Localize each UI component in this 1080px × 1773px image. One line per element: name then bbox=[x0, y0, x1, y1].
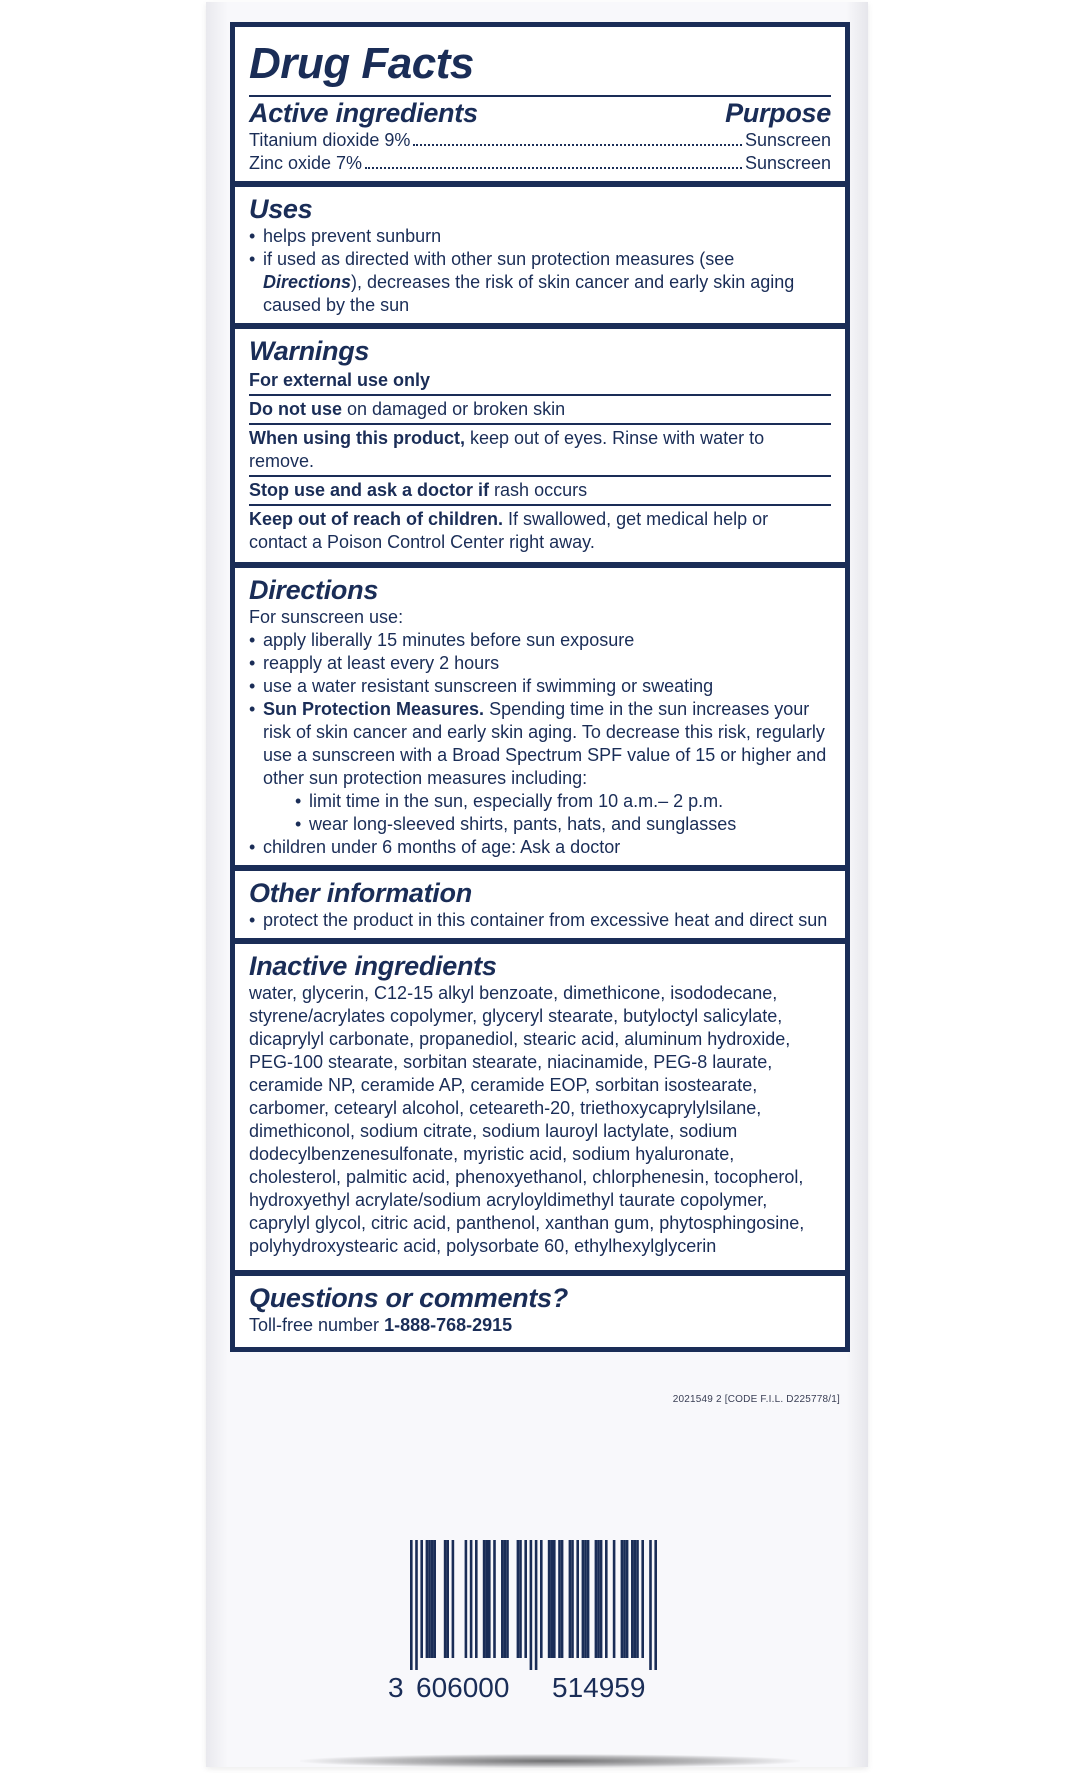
leader-dots bbox=[365, 167, 742, 169]
other-information-list bbox=[249, 909, 831, 932]
barcode-bar bbox=[613, 1540, 616, 1658]
warning-when-using bbox=[249, 425, 831, 477]
list-item: • apply liberally 15 minutes before sun exposure bbox=[249, 629, 831, 652]
barcode-bar bbox=[558, 1540, 561, 1658]
barcode-bar bbox=[571, 1540, 574, 1658]
barcode-bar bbox=[428, 1540, 431, 1658]
uses-section bbox=[235, 181, 845, 323]
sun-protection-text: Spending time in the sun increases your risk of skin cancer and early skin aging. To decrease this risk, regularly use a sunscreen with a Broad Spectrum SPF value of 15 or higher and other sun protection measures including: bbox=[263, 699, 827, 788]
drug-facts-panel bbox=[230, 22, 850, 1352]
barcode-bar bbox=[501, 1540, 504, 1658]
barcode-bar bbox=[488, 1540, 491, 1658]
sun-protection-label: Sun Protection Measures. bbox=[263, 699, 485, 719]
warning-text: on damaged or broken skin bbox=[342, 399, 566, 419]
list-item: • children under 6 months of age: Ask a doctor bbox=[249, 836, 831, 859]
warning-label: Stop use and ask a doctor if bbox=[249, 480, 490, 500]
directions-section bbox=[235, 562, 845, 865]
barcode-bar bbox=[524, 1540, 527, 1658]
other-information-heading: Other information bbox=[249, 878, 472, 908]
barcode-bar bbox=[548, 1540, 551, 1658]
warning-do-not-use bbox=[249, 396, 831, 425]
barcode-bar bbox=[452, 1540, 455, 1658]
barcode-bar bbox=[426, 1540, 429, 1658]
warning-label: Do not use bbox=[249, 399, 342, 419]
barcode-bar bbox=[649, 1540, 652, 1670]
warnings-section bbox=[235, 323, 845, 562]
barcode-bar bbox=[540, 1540, 543, 1658]
uses-heading: Uses bbox=[249, 194, 313, 224]
barcode-bar bbox=[576, 1540, 579, 1658]
barcode-bar bbox=[483, 1540, 486, 1658]
barcode-bar bbox=[654, 1540, 657, 1670]
uses-text: ), decreases the risk of skin cancer and early skin aging caused by the sun bbox=[263, 272, 795, 315]
active-ingredients-section bbox=[235, 27, 845, 181]
barcode-right-digits: 514959 bbox=[552, 1672, 646, 1703]
warning-text: rash occurs bbox=[489, 480, 588, 500]
questions-section bbox=[235, 1270, 845, 1347]
warning-label: When using this product, bbox=[249, 428, 465, 448]
barcode-bar bbox=[595, 1540, 598, 1658]
barcode-bar bbox=[582, 1540, 585, 1658]
barcode-bars bbox=[380, 1540, 700, 1670]
directions-reference: Directions bbox=[263, 272, 352, 292]
warning-label: Keep out of reach of children. bbox=[249, 509, 504, 529]
warning-stop-use bbox=[249, 477, 831, 506]
barcode-left-digits: 606000 bbox=[416, 1672, 510, 1703]
barcode-bar bbox=[634, 1540, 637, 1658]
warning-text: If swallowed, get medical help or contact a Poison Control Center right away. bbox=[249, 509, 769, 552]
warnings-heading: Warnings bbox=[249, 336, 370, 366]
barcode-bar bbox=[641, 1540, 644, 1658]
barcode bbox=[380, 1540, 700, 1703]
toll-free-line bbox=[249, 1314, 831, 1337]
inactive-ingredients-heading: Inactive ingredients bbox=[249, 951, 497, 981]
list-item: • limit time in the sun, especially from 10 a.m.– 2 p.m. bbox=[295, 790, 831, 813]
active-header-row bbox=[249, 97, 831, 129]
barcode-bar bbox=[600, 1540, 603, 1658]
barcode-bar bbox=[530, 1540, 533, 1670]
list-item bbox=[249, 698, 831, 836]
barcode-bar bbox=[550, 1540, 553, 1658]
uses-list bbox=[249, 225, 831, 317]
phone-number: 1-888-768-2915 bbox=[384, 1315, 513, 1335]
barcode-bar bbox=[420, 1540, 423, 1658]
barcode-bar bbox=[415, 1540, 418, 1670]
carton-shadow bbox=[300, 1754, 800, 1768]
barcode-bar bbox=[519, 1540, 522, 1658]
list-item: • helps prevent sunburn bbox=[249, 225, 831, 248]
list-item: • use a water resistant sunscreen if swimming or sweating bbox=[249, 675, 831, 698]
warning-external-use: For external use only bbox=[249, 367, 831, 396]
purpose-heading: Purpose bbox=[725, 98, 831, 128]
active-row bbox=[249, 152, 831, 175]
barcode-bar bbox=[410, 1540, 413, 1670]
barcode-bar bbox=[626, 1540, 629, 1658]
active-ingredient-name: Zinc oxide 7% bbox=[249, 153, 363, 173]
active-row bbox=[249, 129, 831, 152]
drug-facts-title: Drug Facts bbox=[249, 39, 474, 88]
product-code: 2021549 2 [CODE F.I.L. D225778/1] bbox=[672, 1394, 840, 1405]
barcode-bar bbox=[506, 1540, 509, 1658]
active-ingredient-purpose: Sunscreen bbox=[744, 153, 831, 173]
barcode-bar bbox=[597, 1540, 600, 1658]
list-item: • wear long-sleeved shirts, pants, hats, and sunglasses bbox=[295, 813, 831, 836]
barcode-bar bbox=[433, 1540, 436, 1658]
barcode-bar bbox=[470, 1540, 473, 1658]
list-item bbox=[249, 248, 831, 317]
leader-dots bbox=[413, 144, 742, 146]
directions-list bbox=[249, 629, 831, 859]
inactive-ingredients-section bbox=[235, 938, 845, 1270]
barcode-bar bbox=[584, 1540, 587, 1658]
barcode-bar bbox=[621, 1540, 624, 1658]
other-information-section bbox=[235, 865, 845, 938]
barcode-bar bbox=[636, 1540, 639, 1658]
active-ingredient-name: Titanium dioxide 9% bbox=[249, 130, 411, 150]
barcode-bar bbox=[623, 1540, 626, 1658]
barcode-bar bbox=[517, 1540, 520, 1658]
barcode-bar bbox=[444, 1540, 447, 1658]
barcode-bar bbox=[465, 1540, 468, 1658]
barcode-bar bbox=[493, 1540, 496, 1658]
barcode-bar bbox=[561, 1540, 564, 1658]
warning-text: keep out of eyes. Rinse with water to remove. bbox=[249, 428, 765, 471]
barcode-bar bbox=[485, 1540, 488, 1658]
list-item: • protect the product in this container from excessive heat and direct sun bbox=[249, 909, 831, 932]
questions-heading: Questions or comments? bbox=[249, 1283, 568, 1313]
sun-protection-sublist bbox=[295, 790, 831, 836]
barcode-bar bbox=[587, 1540, 590, 1658]
barcode-bar bbox=[475, 1540, 478, 1658]
list-item: • reapply at least every 2 hours bbox=[249, 652, 831, 675]
directions-intro: For sunscreen use: bbox=[249, 607, 404, 627]
barcode-bar bbox=[605, 1540, 608, 1658]
warning-keep-out bbox=[249, 506, 831, 556]
directions-heading: Directions bbox=[249, 575, 379, 605]
barcode-bar bbox=[446, 1540, 449, 1658]
toll-free-label: Toll-free number bbox=[249, 1315, 385, 1335]
barcode-bar bbox=[504, 1540, 507, 1658]
inactive-ingredients-text: water, glycerin, C12-15 alkyl benzoate, dimethicone, isododecane, styrene/acrylates copolymer, glyceryl stearate, butyloctyl salicylate, dicaprylyl carbonate, propanediol, stearic acid, aluminum hydroxide, PEG-100 stearate, sorbitan stearate, niacinamide, PEG-8 laurate, ceramide NP, ceramide AP, ceramide EOP, sorbitan isostearate, carbomer, cetearyl alcohol, ceteareth-20, triethoxycaprylylsilane, dimethiconol, sodium citrate, sodium lauroyl lactylate, sodium dodecylbenzenesulfonate, myristic acid, sodium hyaluronate, cholesterol, palmitic acid, phenoxyethanol, chlorphenesin, tocopherol, hydroxyethyl acrylate/sodium acryloyldimethyl taurate copolymer, caprylyl glycol, citric acid, panthenol, xanthan gum, phytosphingosine, polyhydroxystearic acid, polysorbate 60, ethylhexylglycerin bbox=[249, 983, 805, 1256]
uses-text: if used as directed with other sun protection measures (see bbox=[263, 249, 735, 269]
barcode-bar bbox=[631, 1540, 634, 1658]
barcode-bar bbox=[553, 1540, 556, 1658]
barcode-bar bbox=[535, 1540, 538, 1670]
barcode-first-digit: 3 bbox=[388, 1672, 404, 1703]
active-ingredients-heading: Active ingredients bbox=[249, 98, 478, 128]
barcode-bar bbox=[569, 1540, 572, 1658]
active-ingredient-purpose: Sunscreen bbox=[744, 130, 831, 150]
barcode-bar bbox=[431, 1540, 434, 1658]
